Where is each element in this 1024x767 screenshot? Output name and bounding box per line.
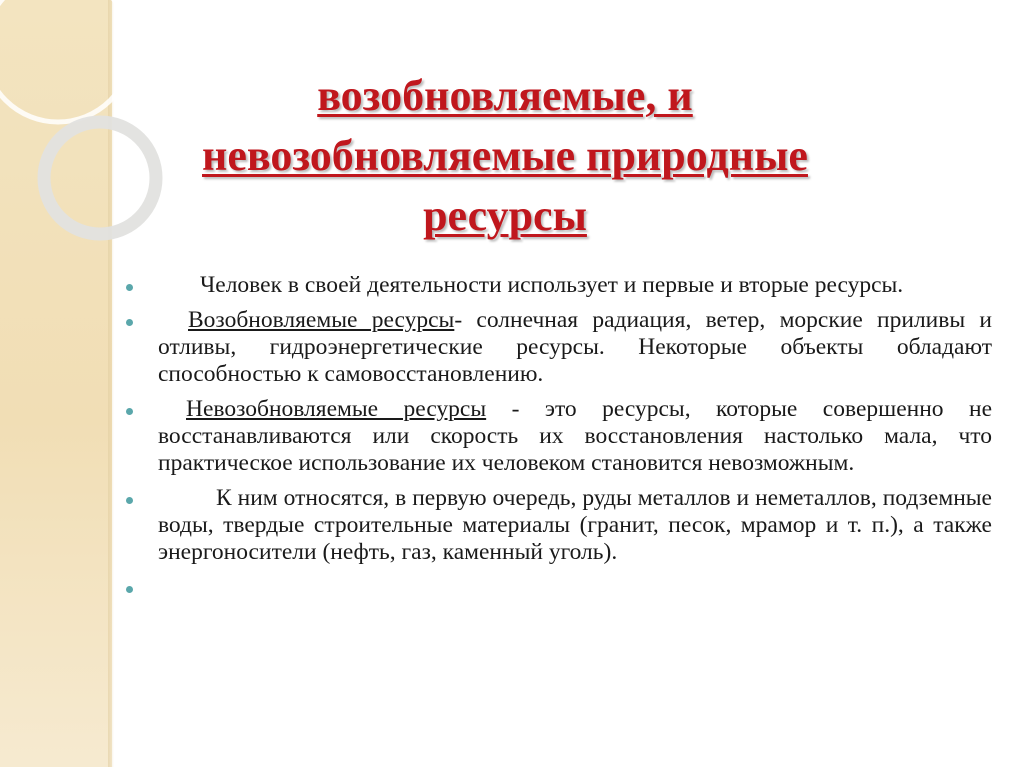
bullet-text: - солнечная радиация, ветер, морские приливы и отливы, гидроэнергетические ресурсы. Некоторые объекты обладают способностью к самовосстановлению. — [158, 307, 992, 387]
bullet-item — [126, 485, 992, 566]
bullet-dot-icon — [126, 319, 133, 326]
bullet-dot-icon — [126, 408, 133, 415]
decorative-ring-large — [0, 0, 132, 122]
bullet-item — [126, 272, 992, 299]
bullet-text: Человек в своей деятельности использует и первые и вторые ресурсы. — [200, 272, 904, 298]
slide-title — [130, 66, 880, 246]
term-nonrenewable: Невозобновляемые ресурсы — [186, 396, 487, 422]
bullet-dot-icon — [126, 497, 133, 504]
title-line-3: ресурсы — [423, 191, 587, 240]
term-renewable: Возобновляемые ресурсы — [188, 307, 455, 333]
bullet-text: К ним относятся, в первую очередь, руды металлов и неметаллов, подземные воды, твердые строительные материалы (гранит, песок, мрамор и т. п.), а также энергоносители (нефть, газ, каменный уголь). — [158, 485, 992, 565]
bullet-list — [126, 272, 992, 609]
title-line-2: невозобновляемые природные — [202, 131, 808, 180]
bullet-item — [126, 307, 992, 388]
bullet-text: - это ресурсы, которые совершенно не восстанавливаются или скорость их восстановления настолько мала, что практическое использование их человеком становится невозможным. — [158, 396, 992, 476]
bullet-item-empty — [126, 574, 992, 601]
bullet-dot-icon — [126, 284, 133, 291]
bullet-item — [126, 396, 992, 477]
title-line-1: возобновляемые, и — [317, 71, 693, 120]
bullet-dot-icon — [126, 586, 133, 593]
